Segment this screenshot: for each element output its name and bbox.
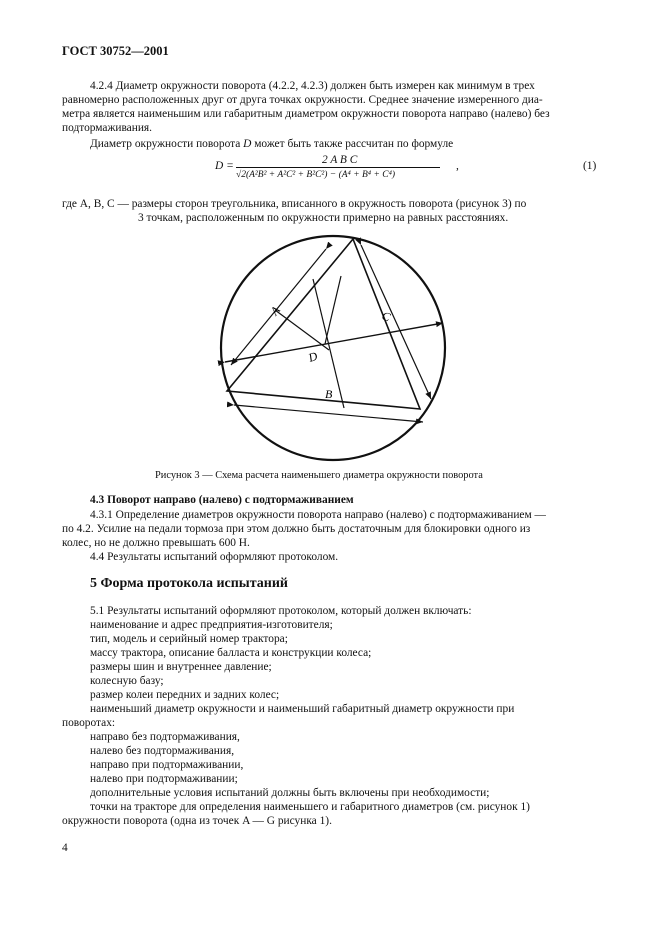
para-calc: [90, 137, 453, 151]
report-item: наименование и адрес предприятия-изготовителя;: [90, 619, 333, 631]
label-d: D: [306, 348, 320, 365]
label-b: B: [325, 387, 333, 401]
formula-fraction-bar: [236, 167, 440, 168]
side-a-dimension: [231, 249, 326, 365]
where-line1: где A, B, C — размеры сторон треугольника, вписанного в окружность поворота (рисунок 3) по: [62, 198, 527, 210]
page-number: 4: [62, 842, 68, 854]
points-line1: точки на тракторе для определения наименьшего и габаритного диаметров (см. рисунок 1): [90, 801, 530, 813]
min-diameter-line2: поворотах:: [62, 717, 116, 729]
para-424-line1: 4.2.4 Диаметр окружности поворота (4.2.2, 4.2.3) должен быть измерен как минимум в трех: [90, 80, 535, 92]
side-c-dimension: [361, 245, 431, 399]
points-line2: окружности поворота (одна из точек A — G рисунка 1).: [62, 815, 332, 827]
section-43-line1: 4.3.1 Определение диаметров окружности поворота направо (налево) с подтормаживанием —: [90, 509, 546, 521]
report-item: тип, модель и серийный номер трактора;: [90, 633, 288, 645]
section-43-heading: 4.3 Поворот направо (налево) с подтормаживанием: [90, 494, 354, 506]
figure-3-diagram: [205, 232, 455, 462]
label-c: C: [380, 308, 393, 325]
formula-comma: ,: [456, 160, 459, 172]
para-424-line4: подтормаживания.: [62, 122, 153, 134]
extra-conditions: дополнительные условия испытаний должны быть включены при необходимости;: [90, 787, 490, 799]
report-item: размер колеи передних и задних колес;: [90, 689, 280, 701]
formula-denominator: √2(A²B² + A²C² + B²C²) − (A⁴ + B⁴ + C⁴): [236, 170, 396, 180]
min-diameter-line1: наименьший диаметр окружности и наименьший габаритный диаметр окружности при: [90, 703, 515, 715]
section-5-heading: 5 Форма протокола испытаний: [90, 576, 288, 591]
bisector-a: [275, 310, 329, 350]
para-44: 4.4 Результаты испытаний оформляют протоколом.: [90, 551, 339, 563]
bisector-c: [325, 276, 341, 344]
para-calc-before: Диаметр окружности поворота: [90, 138, 244, 150]
turn-subitem: направо при подтормаживании,: [90, 759, 244, 771]
formula-number: (1): [583, 160, 597, 172]
turn-subitem: направо без подтормаживания,: [90, 731, 240, 743]
side-b-dimension: [234, 405, 423, 422]
report-item: массу трактора, описание балласта и конструкции колеса;: [90, 647, 372, 659]
report-item: колесную базу;: [90, 675, 164, 687]
para-424-line2: равномерно расположенных друг от друга точках окружности. Среднее значение измеренного диа-: [62, 94, 543, 106]
formula-lhs: D =: [215, 160, 234, 172]
section-43-line3: колес, но не должно превышать 600 Н.: [62, 537, 250, 549]
report-item: размеры шин и внутреннее давление;: [90, 661, 272, 673]
figure-3-caption: Рисунок 3 — Схема расчета наименьшего диаметра окружности поворота: [155, 470, 483, 481]
formula-numerator: 2 A B C: [322, 154, 358, 166]
turn-subitem: налево при подтормаживании;: [90, 773, 238, 785]
section-43-line2: по 4.2. Усилие на педали тормоза при этом должно быть достаточным для блокировки одного из: [62, 523, 531, 535]
label-a: A: [267, 303, 283, 318]
where-line2: 3 точкам, расположенным по окружности примерно на равных расстояниях.: [138, 212, 509, 224]
section-5-intro: 5.1 Результаты испытаний оформляют протоколом, который должен включать:: [90, 605, 472, 617]
turning-circle: [221, 236, 445, 460]
turn-subitem: налево без подтормаживания,: [90, 745, 235, 757]
para-calc-after: может быть также рассчитан по формуле: [251, 138, 454, 150]
para-calc-var: D: [243, 138, 252, 150]
document-header: ГОСТ 30752—2001: [62, 44, 169, 58]
para-424-line3: метра является наименьшим или габаритным диаметром окружности поворота направо (налево) без: [62, 108, 550, 120]
diameter-d-dimension: [225, 323, 443, 362]
